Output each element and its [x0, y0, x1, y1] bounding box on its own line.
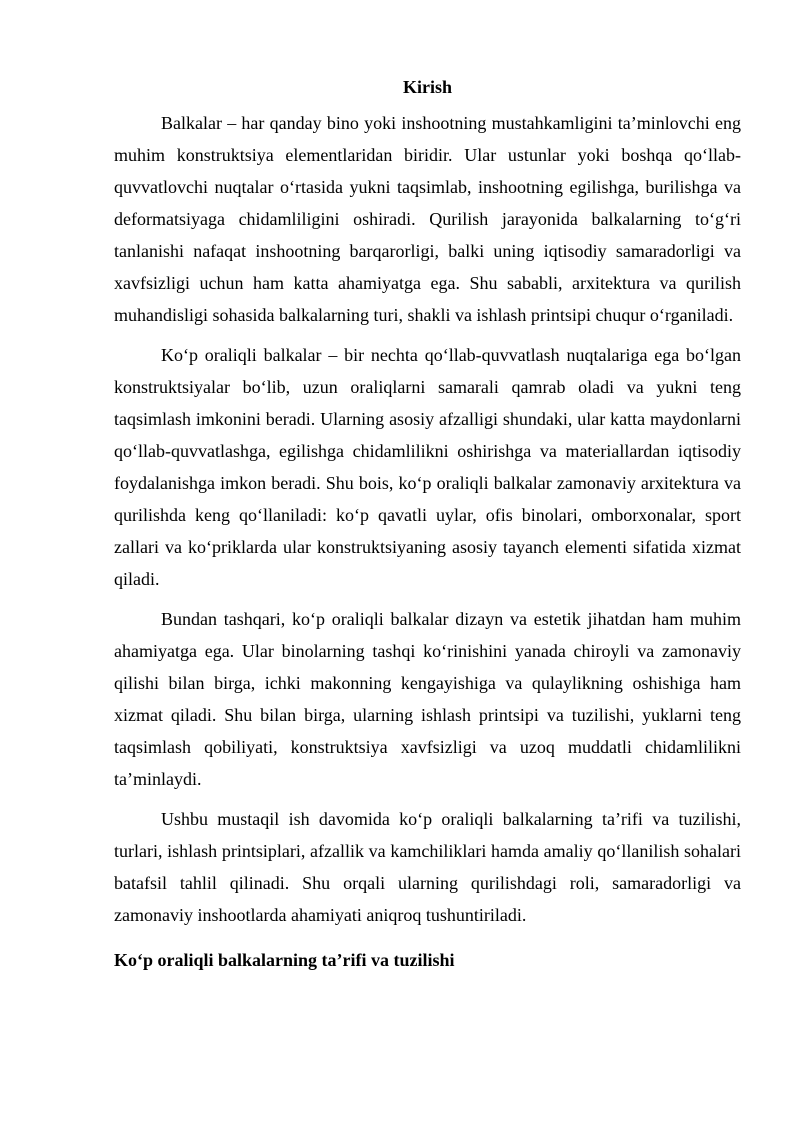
paragraph: Bundan tashqari, ko‘p oraliqli balkalar dizayn va estetik jihatdan ham muhim ahamiyatga ega. Ular binolarning tashqi ko‘rinishini yanada chiroyli va zamonaviy qilishi bilan birga, ichki makonning kengayishiga va qulaylikning oshishiga ham xizmat qiladi. Shu bilan birga, ularning ishlash printsipi va tuzilishi, yuklarni teng taqsimlash qobiliyati, konstruktsiya xavfsizligi va uzoq muddatli chidamlilikni ta’minlaydi. — [114, 609, 741, 789]
paragraph: Ushbu mustaqil ish davomida ko‘p oraliqli balkalarning ta’rifi va tuzilishi, turlari, ishlash printsiplari, afzallik va kamchiliklari hamda amaliy qo‘llanilish sohalari batafsil tahlil qilinadi. Shu orqali ularning qurilishdagi roli, samaradorligi va zamonaviy inshootlarda ahamiyati aniqroq tushuntiriladi. — [114, 809, 741, 925]
paragraph: Ko‘p oraliqli balkalar – bir nechta qo‘llab-quvvatlash nuqtalariga ega bo‘lgan konstruktsiyalar bo‘lib, uzun oraliqlarni samarali qamrab oladi va yukni teng taqsimlash imkonini beradi. Ularning asosiy afzalligi shundaki, ular katta maydonlarni qo‘llab-quvvatlashga, egilishga chidamlilikni oshirishga va materiallardan iqtisodiy foydalanishga imkon beradi. Shu bois, ko‘p oraliqli balkalar zamonaviy arxitektura va qurilishda keng qo‘llaniladi: ko‘p qavatli uylar, ofis binolari, omborxonalar, sport zallari va ko‘priklarda ular konstruktsiyaning asosiy tayanch elementi sifatida xizmat qiladi. — [114, 345, 741, 589]
document-page — [114, 74, 741, 973]
section-title: Kirish — [402, 77, 452, 97]
paragraph: Balkalar – har qanday bino yoki inshootning mustahkamligini ta’minlovchi eng muhim konstruktsiya elementlaridan biridir. Ular ustunlar yoki boshqa qo‘llab-quvvatlovchi nuqtalar o‘rtasida yukni taqsimlab, inshootning egilishga, burilishga va deformatsiyaga chidamliligini oshiradi. Qurilish jarayonida balkalarning to‘g‘ri tanlanishi nafaqat inshootning barqarorligi, balki uning iqtisodiy samaradorligi va xavfsizligi uchun ham katta ahamiyatga ega. Shu sababli, arxitektura va qurilish muhandisligi sohasida balkalarning turi, shakli va ishlash printsipi chuqur o‘rganiladi. — [114, 113, 741, 325]
subsection-heading: Ko‘p oraliqli balkalarning ta’rifi va tuzilishi — [114, 950, 455, 970]
